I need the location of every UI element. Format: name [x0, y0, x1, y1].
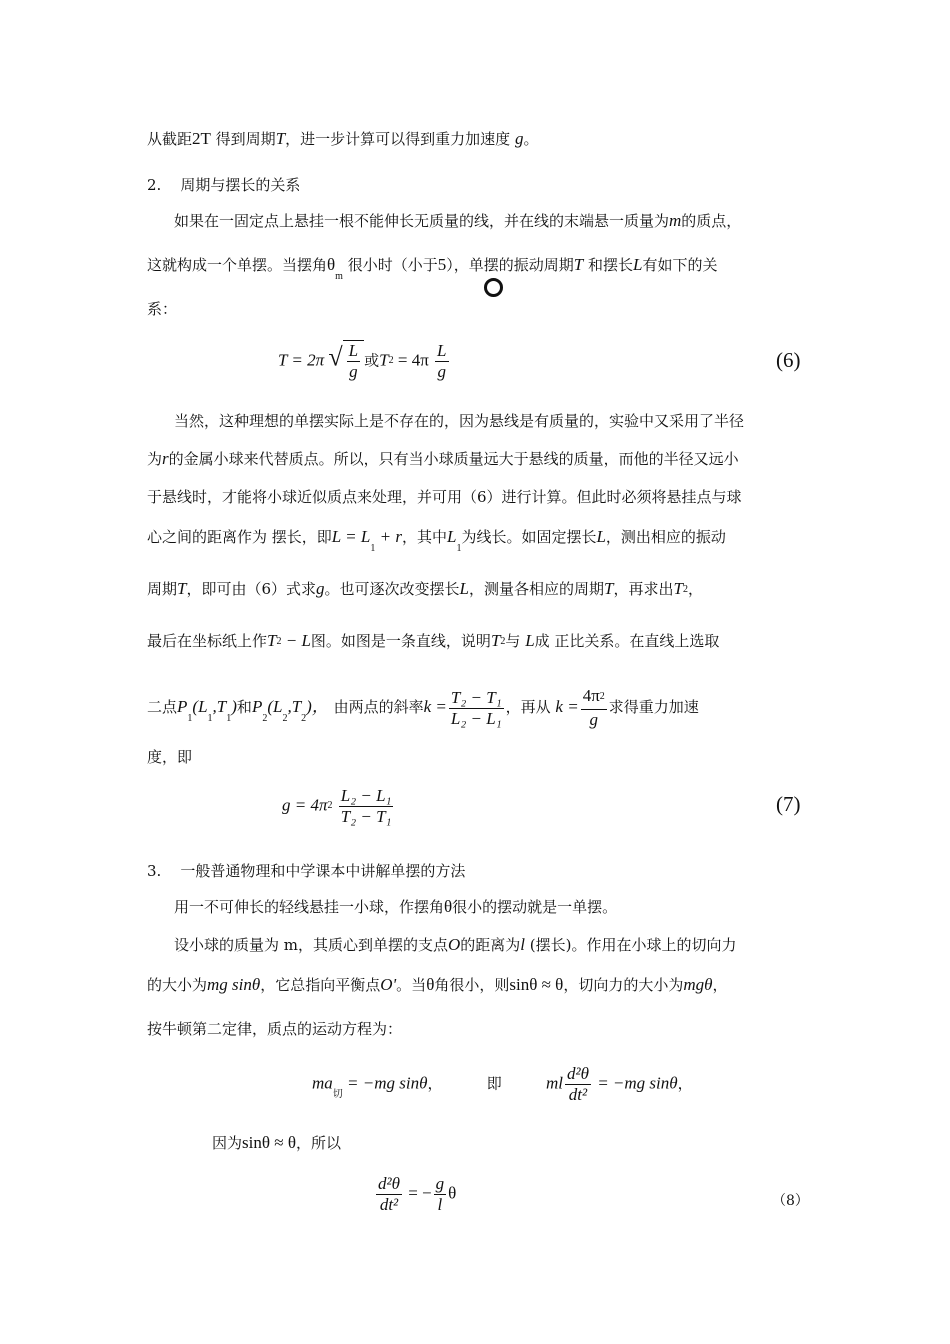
math-sub: m: [335, 271, 343, 282]
text: ，: [712, 976, 728, 994]
math: − L: [281, 631, 311, 650]
math: ,T: [287, 697, 302, 716]
text: ，进一步计算可以得到重力加速度: [285, 130, 511, 148]
math: 5: [437, 255, 447, 274]
math: g: [514, 129, 524, 148]
text-line: [174, 410, 744, 432]
math: g: [435, 1174, 445, 1193]
math: θ: [444, 897, 453, 916]
math: T: [267, 631, 277, 650]
text: (摆长)。作用在小球上的切向力: [525, 936, 737, 954]
text-line: 二点$P_1(L_1,T_1)$和$P_2(L_2,T_2)$， 由两点的斜率k = $\frac{\text{T₂ − T₁}}{\text{L₂ − L₁}}$ ，再从 k = $\frac{4\pi 2}{g}$ 求得重力加速: [147, 686, 699, 729]
text: 用一不可伸长的轻线悬挂一小球，作摆角: [174, 898, 445, 916]
math: ): [231, 697, 237, 716]
math: = −mg sinθ: [342, 1073, 428, 1093]
sqrt-icon: √: [328, 342, 343, 372]
math-sub: 1: [456, 543, 462, 554]
math: d²θ: [378, 1174, 400, 1193]
math: T: [177, 579, 187, 598]
math: L: [446, 527, 457, 546]
text: ，其中: [401, 528, 447, 546]
math: g: [437, 362, 447, 381]
text-line: [147, 974, 728, 996]
text-line: [147, 1018, 402, 1040]
text: 心之间的距离作为 摆长，即: [147, 528, 332, 546]
math: θ: [426, 975, 435, 994]
text-line: [212, 1132, 341, 1154]
math: L = L: [331, 527, 371, 546]
text: ，它总指向平衡点: [260, 976, 381, 994]
math: g: [589, 710, 598, 729]
equation-number: (7): [776, 792, 801, 816]
text: 。也可逐次改变摆长: [324, 580, 460, 598]
math: T: [604, 579, 614, 598]
math: L: [348, 341, 359, 360]
text: ，测量各相应的周期: [469, 580, 605, 598]
text: 。: [523, 130, 539, 148]
equation-6: T = 2π √ $\frac{L}{g}$ 或T2 = 4π $\frac{L}{g}$: [278, 341, 447, 381]
math: P: [251, 697, 263, 716]
text: 二点: [147, 698, 178, 716]
text: 因为: [212, 1134, 243, 1152]
text: 如果在一固定点上悬挂一根不能伸长无质量的线，并在线的末端悬一质量为: [174, 212, 670, 230]
math: mg sinθ: [207, 975, 261, 994]
text: 角很小，则: [434, 976, 510, 994]
math: T: [573, 255, 584, 274]
text-line: [147, 128, 538, 150]
math: + r: [375, 527, 402, 546]
math: = −mg sinθ: [592, 1073, 678, 1093]
heading-title: 一般普通物理和中学课本中讲解单摆的方法: [180, 862, 466, 880]
math: L₂ − L₁: [450, 708, 502, 728]
math: dt²: [379, 1195, 399, 1214]
math-sub: 切: [332, 1089, 343, 1101]
text-line: [147, 254, 718, 282]
math: k =: [423, 697, 447, 716]
math: l: [520, 935, 526, 954]
text: 求得重力加速: [608, 698, 699, 716]
text-line: [174, 896, 617, 918]
math: T = 2π: [278, 350, 325, 370]
math: k =: [555, 697, 579, 716]
text-line: [147, 526, 726, 554]
math: 4π: [582, 686, 600, 705]
text: 图。如图是一条直线，说明: [310, 632, 491, 650]
math: sinθ ≈ θ: [509, 975, 564, 994]
text: 为: [147, 450, 163, 468]
text: 为线长。如固定摆长: [461, 528, 597, 546]
text: ，再从: [505, 698, 551, 716]
math: m: [669, 211, 682, 230]
text-line: [174, 210, 741, 232]
equation-number: (6): [776, 348, 801, 372]
text: ，所以: [295, 1134, 341, 1152]
math: L: [633, 255, 643, 274]
math-sub: 2: [262, 713, 268, 724]
equation-number: （8）: [772, 1193, 809, 1209]
text: 度，即: [147, 748, 193, 766]
text-line: [147, 298, 177, 320]
text: 当然，这种理想的单摆实际上是不存在的，因为悬线是有质量的，实验中又采用了半径: [174, 412, 745, 430]
text: 。当: [396, 976, 427, 994]
math: 2T: [192, 129, 211, 148]
degree-circle-icon: [484, 278, 503, 297]
text: 按牛顿第二定律，质点的运动方程为：: [147, 1020, 403, 1038]
text: 即: [486, 1074, 502, 1093]
math: T: [673, 579, 683, 598]
text-line: 最后在坐标纸上作T2 − L图。如图是一条直线，说明T2与 L成 正比关系。在直线上选取: [147, 631, 720, 650]
math: P: [177, 697, 188, 716]
math: L: [596, 527, 606, 546]
text: 系：: [147, 300, 178, 318]
text: ，再求出: [613, 580, 674, 598]
math: O: [448, 935, 461, 954]
math: g: [316, 579, 325, 598]
text: 于悬线时，才能将小球近似质点来处理，并可用（6）进行计算。但此时必须将悬挂点与球: [147, 488, 742, 506]
text: 周期: [147, 580, 178, 598]
text: 的距离为: [460, 936, 521, 954]
math: l: [437, 1195, 443, 1214]
text: 的质点，: [681, 212, 742, 230]
math: (L: [267, 697, 283, 716]
text: 与: [505, 632, 526, 650]
math: L₂ − L₁: [340, 786, 392, 805]
math: T₂ − T₁: [340, 807, 392, 826]
text: ，: [687, 580, 703, 598]
text: 或: [364, 351, 380, 370]
text: 很小时（小于: [342, 256, 438, 274]
math: L: [437, 341, 447, 360]
math: θ: [448, 1183, 457, 1203]
text: 和摆长: [588, 256, 634, 274]
text: ，即可由（6）式求: [186, 580, 317, 598]
text: 有如下的关: [642, 256, 718, 274]
math: d²θ: [566, 1064, 589, 1083]
text: ，测出相应的振动: [605, 528, 726, 546]
math: ml: [545, 1073, 563, 1093]
text: 的大小为: [147, 976, 208, 994]
math: sinθ ≈ θ: [242, 1133, 296, 1152]
math: L: [525, 631, 535, 650]
math: O': [380, 975, 397, 994]
text: ，: [677, 1074, 693, 1093]
math: T: [275, 129, 286, 148]
math-sub: 1: [370, 543, 376, 554]
text: 从截距: [147, 130, 193, 148]
section-heading: [147, 174, 300, 196]
text: 设小球的质量为 m，其质心到单摆的支点: [174, 936, 448, 954]
heading-number: 2.: [147, 176, 162, 194]
math: ,T: [212, 697, 227, 716]
heading-title: 周期与摆长的关系: [180, 176, 301, 194]
math: = −: [403, 1183, 432, 1203]
math: ma: [312, 1073, 333, 1093]
math: θ: [327, 255, 336, 274]
text-line: [147, 448, 739, 470]
text: 成 正比关系。在直线上选取: [534, 632, 720, 650]
math: T: [379, 350, 389, 370]
text: 由两点的斜率: [333, 698, 424, 716]
math: r: [162, 449, 169, 468]
text: 和: [236, 698, 252, 716]
equation-7: g = 4π2 $\frac{\text{L₂ − L₁}}{\text{T₂ − T₁}}$: [282, 786, 392, 826]
math: = 4π: [393, 350, 429, 370]
equation-8: [374, 1174, 456, 1215]
text: ，: [427, 1074, 443, 1093]
math: T₂ − T₁: [450, 687, 502, 707]
math: mgθ: [683, 975, 713, 994]
text-line: 周期T，即可由（6）式求g。也可逐次改变摆长L，测量各相应的周期T，再求出T2，: [147, 579, 703, 598]
text-line: [147, 486, 742, 508]
math-sub: 1: [187, 713, 193, 724]
text: 得到周期: [210, 130, 276, 148]
text: ），单摆的振动周期: [446, 256, 574, 274]
text: ，切向力的大小为: [563, 976, 684, 994]
math: dt²: [568, 1085, 588, 1104]
text: 最后在坐标纸上作: [147, 632, 268, 650]
math: L: [459, 579, 470, 598]
math: T: [490, 631, 501, 650]
text: 的金属小球来代替质点。所以，只有当小球质量远大于悬线的质量，而他的半径又远小: [168, 450, 739, 468]
heading-number: 3.: [147, 862, 162, 880]
sqrt-body: [343, 340, 364, 382]
equation-motion: [312, 1064, 693, 1105]
text-line: [147, 746, 192, 768]
text: 很小的摆动就是一单摆。: [452, 898, 618, 916]
text-line: [174, 934, 737, 956]
math: g: [349, 362, 358, 381]
section-heading: [147, 860, 465, 882]
math: )，: [306, 697, 329, 716]
math: (L: [192, 697, 208, 716]
math: g = 4π: [282, 795, 328, 815]
text: 这就构成一个单摆。当摆角: [147, 256, 328, 274]
